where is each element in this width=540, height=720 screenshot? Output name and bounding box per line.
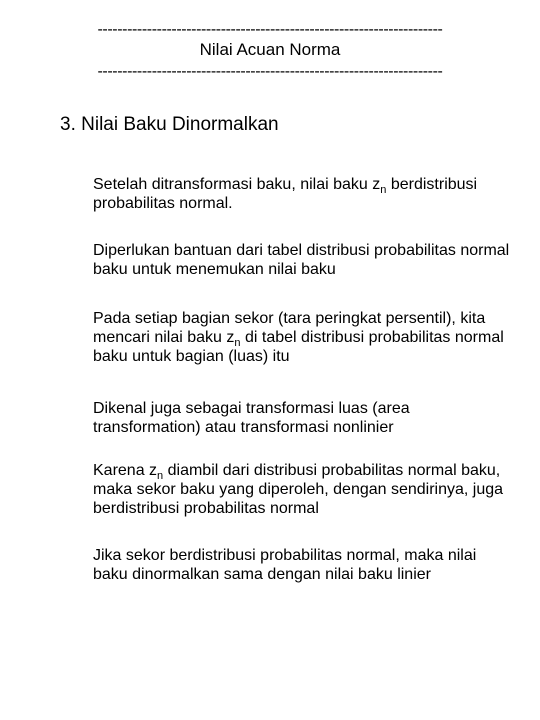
point-4: Dikenal juga sebagai transformasi luas (area transformation) atau transformasi nonlinier (93, 400, 410, 436)
bullet-list (93, 175, 513, 612)
point-3-text-b: di tabel distribusi probabilitas normal baku untuk bagian (luas) itu (93, 329, 504, 365)
point-1 (93, 175, 513, 213)
point-1-text-b: berdistribusi probabilitas normal. (93, 176, 478, 212)
point-5 (93, 461, 513, 518)
header-rule-bottom: ---------------------------------------------------------------------- (97, 64, 443, 80)
point-3-text-a: Pada setiap bagian sekor (tara peringkat persentil), kita mencari nilai baku z (93, 310, 486, 346)
point-1-subscript: n (380, 184, 387, 196)
section-heading: 3. Nilai Baku Dinormalkan (60, 114, 279, 135)
point-1-text-a: Setelah ditransformasi baku, nilai baku z (93, 176, 381, 193)
point-3-subscript: n (234, 337, 241, 349)
point-3 (93, 309, 513, 366)
point-5-text-b: diambil dari distribusi probabilitas normal baku, maka sekor baku yang diperoleh, dengan sendirinya, juga berdistribusi probabilitas normal (93, 462, 504, 517)
point-5-subscript: n (157, 470, 164, 482)
header-title: Nilai Acuan Norma (199, 40, 341, 59)
header-rule-top: ---------------------------------------------------------------------- (97, 22, 443, 38)
point-6: Jika sekor berdistribusi probabilitas normal, maka nilai baku dinormalkan sama dengan nilai baku linier (93, 547, 477, 583)
point-5-text-a: Karena z (93, 462, 158, 479)
point-2: Diperlukan bantuan dari tabel distribusi probabilitas normal baku untuk menemukan nilai baku (93, 242, 510, 278)
